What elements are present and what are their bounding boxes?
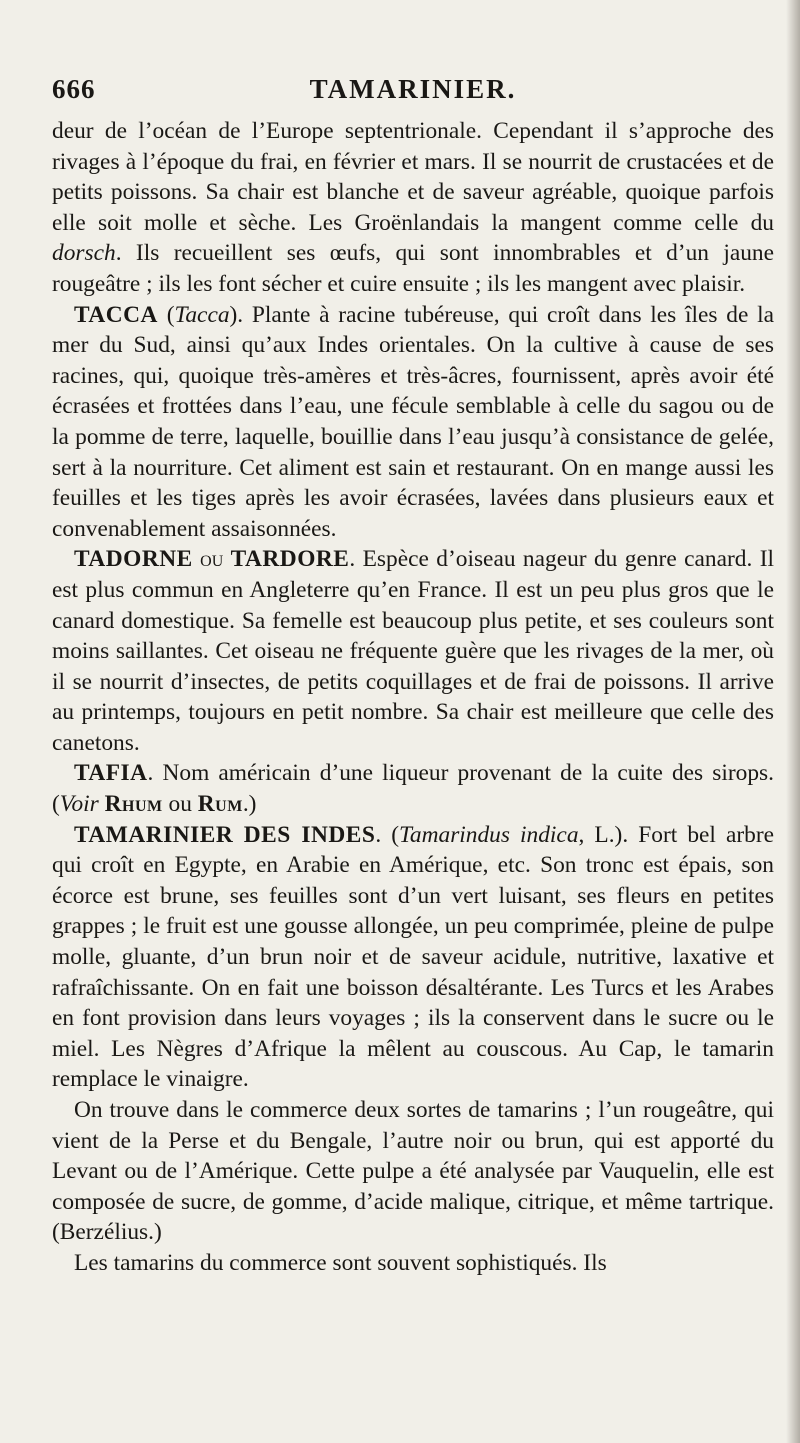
entry-headword: TARDORE (230, 546, 350, 573)
page-number: 666 (52, 74, 96, 104)
entry-tacca (52, 300, 774, 545)
entry-headword: TACCA (74, 301, 158, 328)
text-segment: . Nom américain d’une liqueur provenant de la cuite des sirops. ( (52, 760, 774, 818)
text-segment: ). Plante à racine tubéreuse, qui croît dans les îles de la mer du Sud, ainsi qu’aux Indes orientales. On la cultive à cause de ses racines, qui, quoique très-amères et très-âcres, fournissent, après avoir été écrasées et frottées dans l’eau, une fécule semblable à celle du sagou ou de la pomme de terre, laquelle, bouillie dans l’eau jusqu’à consistance de gelée, sert à la nourriture. Cet aliment est sain et restaurant. On en mange aussi les feuilles et les tiges après les avoir écrasées, lavées dans plusieurs eaux et convenablement assaisonnées. (52, 301, 774, 542)
entry-tafia (52, 758, 774, 819)
text-segment: Les tamarins du commerce sont souvent sophistiqués. Ils (74, 1249, 607, 1276)
entry-headword: Rum (197, 791, 243, 818)
text-segment: , L.). Fort bel arbre qui croît en Egypte, en Arabie en Amérique, etc. Son tronc est épais, son écorce est brune, ses feuilles sont d’un vert luisant, ses fleurs en petites grappes ; le fruit est une gousse allongée, un peu comprimée, pleine de pulpe molle, gluante, d’un brun noir et de saveur acidule, nutritive, laxative et rafraîchissante. On en fait une boisson désaltérante. Les Turcs et les Arabes en font provision dans leurs voyages ; ils la conservent dans le sucre ou le miel. Les Nègres d’Afrique la mêlent au couscous. Au Cap, le tamarin remplace le vinaigre. (52, 821, 774, 1093)
text-segment: . ( (375, 821, 400, 848)
entry-tamarinier (52, 820, 774, 1095)
entry-headword: TAMARINIER DES INDES (74, 821, 376, 848)
paragraph-tamarins-sophistiques (52, 1248, 774, 1279)
text-segment: . Espèce d’oiseau nageur du genre canard. Il est plus commun en Angleterre qu’en France. Il est un peu plus gros que le canard domestique. Sa femelle est beaucoup plus petite, et ses couleurs sont moins saillantes. Cet oiseau ne fréquente guère que les rivages de la mer, où il se nourrit d’insectes, de petits coquillages et de frai de poissons. Il arrive au printemps, toujours en petit nombre. Sa chair est meilleure que celle des canetons. (52, 546, 774, 756)
paragraph-tamarins-commerce (52, 1095, 774, 1248)
entry-headword: Rhum (104, 791, 163, 818)
text-segment: ( (157, 301, 175, 328)
text-segment: deur de l’océan de l’Europe septentrionale. Cependant il s’approche des rivages à l’époque du frai, en février et mars. Il se nourrit de crustacées et de petits poissons. Sa chair est blanche et de saveur agréable, quoique parfois elle soit molle et sèche. Les Groënlandais la mangent comme celle du (52, 118, 774, 236)
entry-headword: TADORNE (74, 546, 193, 573)
text-segment: . Ils recueillent ses œufs, qui sont innombrables et d’un jaune rougeâtre ; ils les font sécher et cuire ensuite ; ils les mangent avec plaisir. (52, 240, 774, 297)
text-segment: Tamarindus indica (399, 821, 579, 848)
text-segment: ou (162, 791, 198, 818)
text-segment: ou (192, 546, 231, 573)
text-segment: Voir (59, 791, 99, 818)
text-segment: dorsch (52, 240, 116, 267)
text-segment: .) (242, 791, 257, 818)
text-segment: Tacca (174, 301, 230, 328)
entry-tadorne (52, 544, 774, 758)
entry-headword: TAFIA (74, 760, 148, 787)
running-title: TAMARINIER. (309, 74, 517, 104)
paragraph-continuation (52, 116, 774, 300)
body-text (52, 116, 774, 1279)
running-head (52, 74, 774, 114)
text-segment: On trouve dans le commerce deux sortes de tamarins ; l’un rougeâtre, qui vient de la Perse et du Bengale, l’autre noir ou brun, qui est apporté du Levant ou de l’Amérique. Cette pulpe a été analysée par Vauquelin, elle est composée de sucre, de gomme, d’acide malique, citrique, et même tartrique. (Berzélius.) (52, 1097, 774, 1246)
